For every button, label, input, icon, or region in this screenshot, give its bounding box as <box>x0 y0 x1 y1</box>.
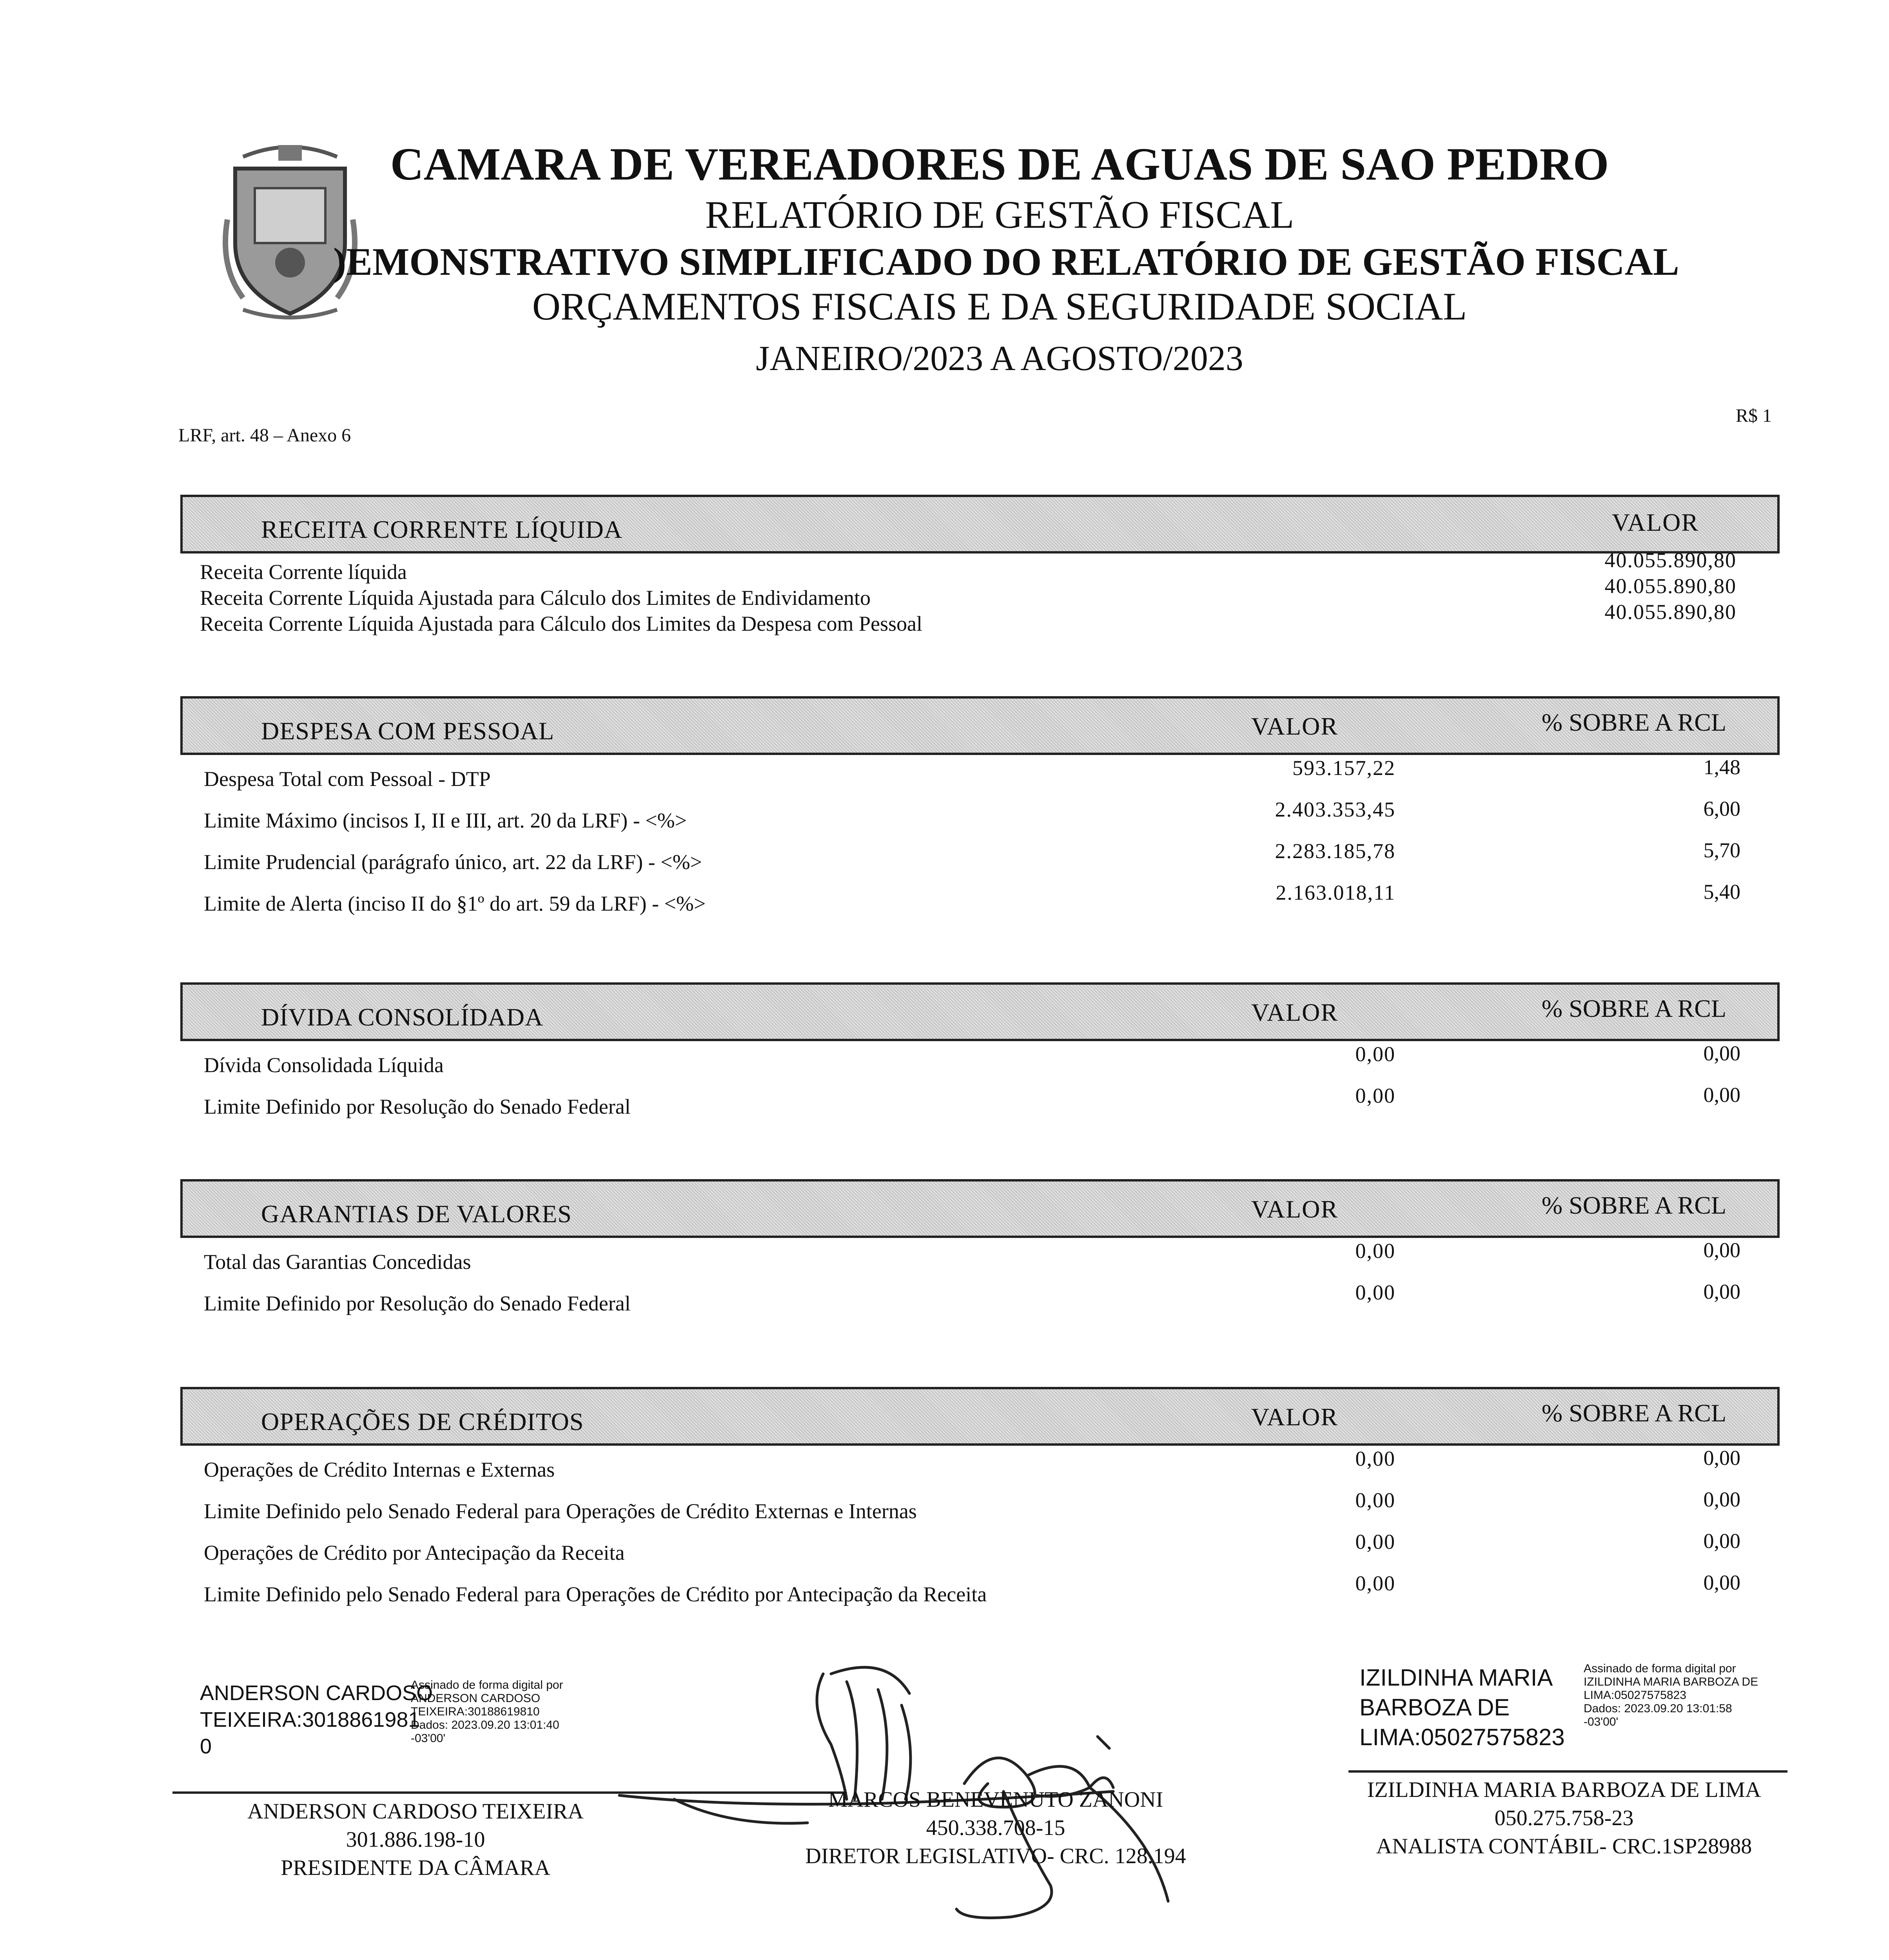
row-label: Limite Definido pelo Senado Federal para Operações de Crédito por Antecipação da Receita <box>204 1583 987 1606</box>
column-header-pct-rcl: % SOBRE A RCL <box>1541 1191 1726 1219</box>
section-title: DESPESA COM PESSOAL <box>261 717 555 745</box>
report-demonstrativo: )EMONSTRATIVO SIMPLIFICADO DO RELATÓRIO DE GESTÃO FISCAL <box>333 240 1679 283</box>
section-receita-corrente-liquida <box>180 495 1780 636</box>
table-row <box>180 797 1780 838</box>
section-header <box>180 1179 1780 1238</box>
row-pct: 0,00 <box>1703 1571 1740 1594</box>
row-label: Limite de Alerta (inciso II do §1º do art. 59 da LRF) - <%> <box>204 892 706 915</box>
stamp-line: IZILDINHA MARIA BARBOZA DE <box>1584 1675 1758 1688</box>
column-header-valor: VALOR <box>1251 1403 1338 1431</box>
stamp-line: Dados: 2023.09.20 13:01:58 <box>1584 1702 1732 1715</box>
section-title: DÍVIDA CONSOLÍDADA <box>261 1003 544 1031</box>
column-header-valor: VALOR <box>1251 1195 1338 1223</box>
signatory-name: MARCOS BENEVENUTO ZANONI <box>828 1788 1163 1812</box>
section-title: RECEITA CORRENTE LÍQUIDA <box>261 515 622 543</box>
row-value: 2.163.018,11 <box>1276 881 1395 904</box>
digital-signer-name-line-1: IZILDINHA MARIA <box>1359 1664 1553 1691</box>
row-value: 0,00 <box>1355 1447 1395 1470</box>
column-header-valor: VALOR <box>1251 712 1338 740</box>
row-label: Operações de Crédito por Antecipação da Receita <box>204 1541 625 1564</box>
row-label: Receita Corrente líquida <box>200 560 407 584</box>
signatory-right <box>1333 1776 1795 1860</box>
column-header-pct-rcl: % SOBRE A RCL <box>1541 1399 1726 1427</box>
row-pct: 0,00 <box>1703 1280 1740 1303</box>
row-label: Despesa Total com Pessoal - DTP <box>204 767 491 791</box>
stamp-line: Assinado de forma digital por <box>1584 1662 1736 1675</box>
signatory-document: 450.338.708-15 <box>926 1816 1065 1840</box>
signature-line-right <box>1348 1770 1787 1773</box>
row-pct: 0,00 <box>1703 1446 1740 1470</box>
table-row <box>180 755 1780 797</box>
row-label: Receita Corrente Líquida Ajustada para Cálculo dos Limites de Endividamento <box>200 586 871 610</box>
row-value: 0,00 <box>1355 1042 1395 1066</box>
row-label: Operações de Crédito Internas e Externas <box>204 1458 555 1481</box>
signatory-left <box>172 1797 659 1882</box>
row-label: Limite Definido pelo Senado Federal para Operações de Crédito Externas e Internas <box>204 1499 917 1523</box>
row-pct: 5,70 <box>1703 838 1740 862</box>
row-value: 0,00 <box>1355 1530 1395 1553</box>
row-pct: 5,40 <box>1703 880 1740 904</box>
digital-signer-name-line-3: 0 <box>200 1735 212 1758</box>
table-row <box>180 1238 1780 1279</box>
section-operacoes-de-creditos <box>180 1387 1780 1612</box>
row-pct: 0,00 <box>1703 1529 1740 1553</box>
section-title: OPERAÇÕES DE CRÉDITOS <box>261 1408 584 1436</box>
row-label: Limite Prudencial (parágrafo único, art. 22 da LRF) - <%> <box>204 850 702 874</box>
section-header <box>180 1387 1780 1446</box>
signatory-role: PRESIDENTE DA CÂMARA <box>281 1856 550 1880</box>
digital-signature-left <box>200 1680 433 1760</box>
stamp-line: LIMA:05027575823 <box>1584 1689 1686 1702</box>
section-garantias-de-valores <box>180 1179 1780 1321</box>
section-despesa-com-pessoal <box>180 696 1780 921</box>
column-header-valor: VALOR <box>1611 508 1699 536</box>
row-pct: 0,00 <box>1703 1083 1740 1107</box>
signatory-role: DIRETOR LEGISLATIVO- CRC. 128.194 <box>805 1844 1186 1868</box>
row-value: 0,00 <box>1355 1572 1395 1595</box>
section-title: GARANTIAS DE VALORES <box>261 1200 572 1228</box>
lrf-reference: LRF, art. 48 – Anexo 6 <box>178 425 351 446</box>
section-header <box>180 982 1780 1041</box>
row-value: 2.403.353,45 <box>1275 798 1395 821</box>
column-header-valor: VALOR <box>1251 998 1338 1026</box>
rcl-rows <box>180 548 1780 636</box>
table-row <box>180 1487 1780 1529</box>
row-label: Total das Garantias Concedidas <box>204 1250 471 1274</box>
report-scope: ORÇAMENTOS FISCAIS E DA SEGURIDADE SOCIAL <box>532 285 1467 328</box>
report-header <box>333 138 1679 378</box>
row-value: 2.283.185,78 <box>1275 839 1395 863</box>
digital-signer-name-line-1: ANDERSON CARDOSO <box>200 1681 433 1705</box>
row-value: 40.055.890,80 <box>1604 548 1737 572</box>
digital-signature-stamp-right <box>1584 1662 1758 1729</box>
table-row <box>180 1041 1780 1083</box>
stamp-line: -03'00' <box>411 1732 446 1745</box>
table-row <box>180 838 1780 880</box>
row-pct: 0,00 <box>1703 1042 1740 1065</box>
row-label: Dívida Consolidada Líquida <box>204 1053 444 1077</box>
stamp-line: Dados: 2023.09.20 13:01:40 <box>411 1719 559 1731</box>
stamp-line: Assinado de forma digital por <box>411 1679 563 1691</box>
institution-title: CAMARA DE VEREADORES DE AGUAS DE SAO PEDRO <box>390 138 1609 190</box>
signatory-center <box>780 1786 1211 1870</box>
digital-signer-name-line-2: TEIXEIRA:3018861981 <box>200 1708 420 1731</box>
row-pct: 0,00 <box>1703 1238 1740 1262</box>
signatory-name: IZILDINHA MARIA BARBOZA DE LIMA <box>1367 1778 1761 1802</box>
table-row <box>180 1570 1780 1612</box>
section-header <box>180 495 1780 554</box>
report-period: JANEIRO/2023 A AGOSTO/2023 <box>756 339 1243 378</box>
digital-signer-name-line-3: LIMA:05027575823 <box>1359 1724 1565 1750</box>
digital-signer-name-line-2: BARBOZA DE <box>1359 1694 1510 1720</box>
row-label: Limite Definido por Resolução do Senado Federal <box>204 1095 631 1118</box>
stamp-line: ANDERSON CARDOSO <box>411 1692 541 1705</box>
row-pct: 6,00 <box>1703 797 1740 820</box>
row-label: Limite Definido por Resolução do Senado Federal <box>204 1292 631 1315</box>
signatory-document: 301.886.198-10 <box>346 1828 485 1852</box>
table-row <box>180 1529 1780 1570</box>
digital-signature-stamp-left <box>411 1679 563 1745</box>
column-header-pct-rcl: % SOBRE A RCL <box>1541 995 1726 1022</box>
stamp-line: TEIXEIRA:30188619810 <box>411 1705 540 1718</box>
row-label: Limite Máximo (incisos I, II e III, art. 20 da LRF) - <%> <box>204 809 687 832</box>
row-value: 0,00 <box>1355 1488 1395 1512</box>
row-value: 0,00 <box>1355 1239 1395 1263</box>
row-pct: 1,48 <box>1703 755 1740 779</box>
report-subtitle: RELATÓRIO DE GESTÃO FISCAL <box>705 193 1294 236</box>
table-row <box>180 1279 1780 1321</box>
row-value: 0,00 <box>1355 1281 1395 1304</box>
table-row <box>180 1083 1780 1124</box>
section-divida-consolidada <box>180 982 1780 1124</box>
signatory-role: ANALISTA CONTÁBIL- CRC.1SP28988 <box>1376 1834 1752 1858</box>
currency-unit: R$ 1 <box>1735 405 1772 426</box>
section-header <box>180 696 1780 755</box>
row-label: Receita Corrente Líquida Ajustada para Cálculo dos Limites da Despesa com Pessoal <box>200 612 922 635</box>
table-row <box>180 880 1780 921</box>
row-pct: 0,00 <box>1703 1488 1740 1511</box>
table-row <box>180 1446 1780 1487</box>
row-value: 0,00 <box>1355 1084 1395 1107</box>
signatory-document: 050.275.758-23 <box>1494 1806 1634 1830</box>
stamp-line: -03'00' <box>1584 1715 1619 1728</box>
column-header-pct-rcl: % SOBRE A RCL <box>1541 708 1726 736</box>
digital-signature-right <box>1359 1663 1565 1752</box>
signatory-name: ANDERSON CARDOSO TEIXEIRA <box>247 1799 584 1824</box>
row-value: 40.055.890,80 <box>1604 574 1737 598</box>
row-value: 593.157,22 <box>1292 756 1395 780</box>
row-value: 40.055.890,80 <box>1604 600 1737 624</box>
